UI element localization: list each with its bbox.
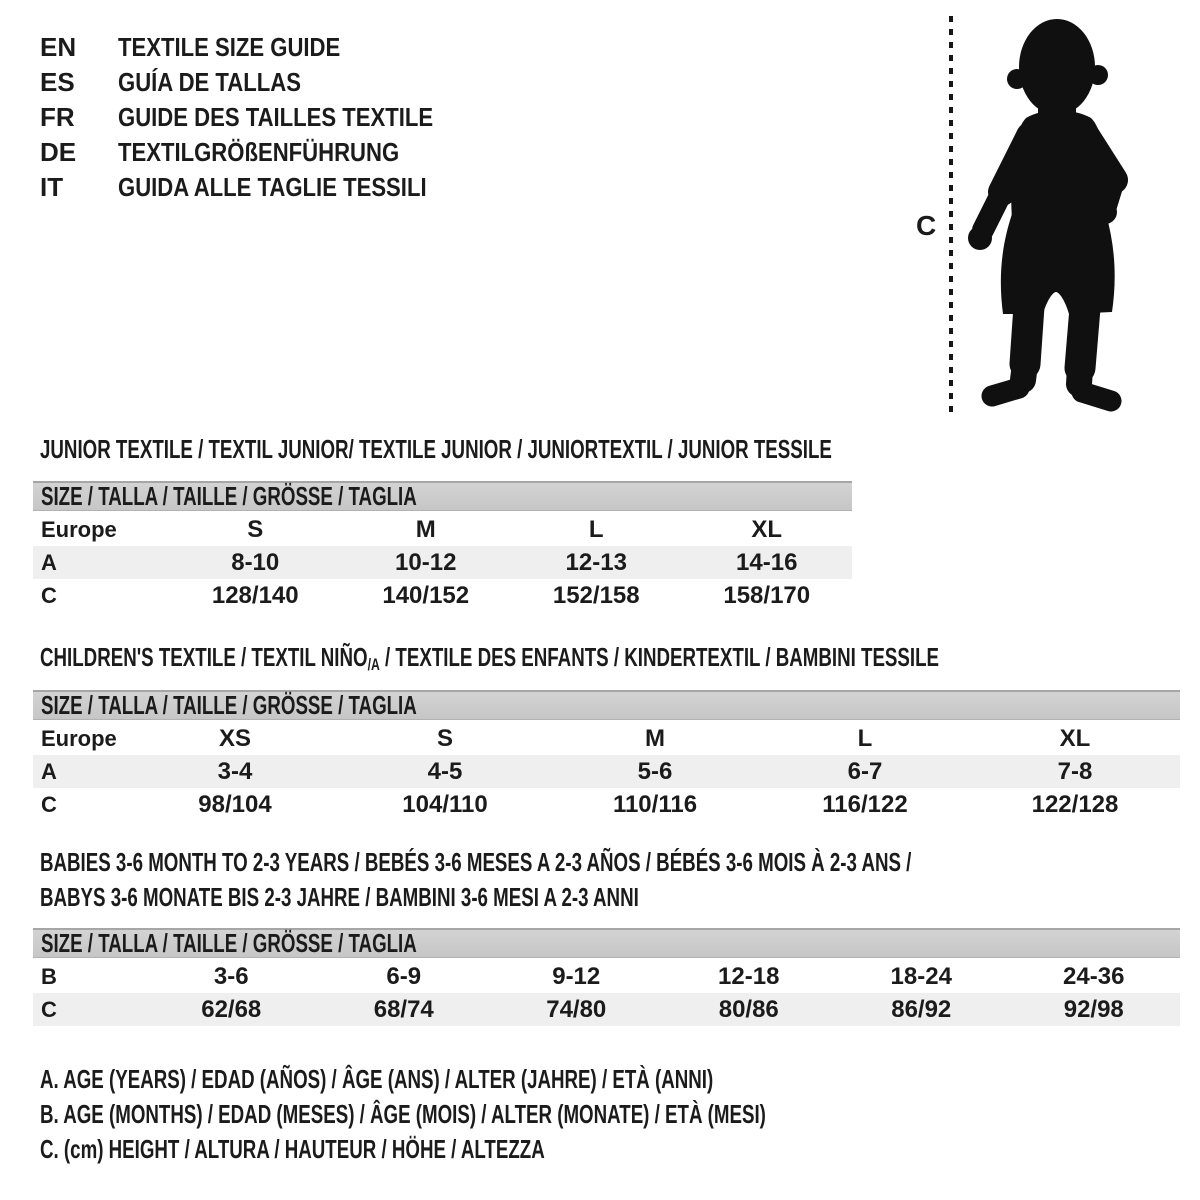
children-size-table — [33, 690, 1180, 821]
guide-title-it: GUIDA ALLE TAGLIE TESSILI — [118, 172, 427, 202]
table-cell: 24-36 — [1063, 962, 1125, 990]
table-cell: 68/74 — [373, 995, 434, 1023]
table-row — [33, 755, 1180, 788]
language-code-en: EN — [40, 32, 77, 62]
table-cell: L — [857, 724, 873, 752]
table-cell: 140/152 — [382, 581, 470, 609]
table-cell: L — [588, 515, 604, 543]
table-cell: XS — [218, 724, 251, 752]
table-cell: 110/116 — [612, 790, 698, 818]
table-cell: 122/128 — [1031, 790, 1119, 818]
language-title-list — [40, 30, 489, 205]
table-row — [33, 722, 1180, 755]
language-code-it: IT — [40, 172, 64, 202]
table-cell: 7-8 — [1057, 757, 1093, 785]
table-cell: 80/86 — [718, 995, 779, 1023]
table-cell: XL — [1059, 724, 1091, 752]
language-code-es: ES — [40, 67, 75, 97]
language-code-de: DE — [40, 137, 77, 167]
measurement-legend — [40, 1062, 1048, 1167]
language-row-fr — [40, 100, 489, 135]
table-cell: 128/140 — [211, 581, 299, 609]
row-label: A — [41, 758, 57, 784]
junior-size-table — [33, 481, 852, 612]
guide-title-en: TEXTILE SIZE GUIDE — [118, 32, 341, 62]
row-label: B — [41, 963, 57, 989]
table-cell: S — [247, 515, 264, 543]
table-cell: 8-10 — [231, 548, 280, 576]
table-row — [33, 788, 1180, 821]
table-row — [33, 993, 1180, 1026]
table-cell: 92/98 — [1063, 995, 1124, 1023]
table-cell: 12-18 — [718, 962, 780, 990]
table-cell: 12-13 — [565, 548, 627, 576]
junior-section-title: JUNIOR TEXTILE / TEXTIL JUNIOR/ TEXTILE JUNIOR / JUNIORTEXTIL / JUNIOR TESSILE — [40, 434, 832, 464]
height-measure-label: C — [916, 210, 937, 241]
guide-title-es: GUÍA DE TALLAS — [118, 67, 301, 97]
table-cell: M — [415, 515, 436, 543]
size-header-bar: SIZE / TALLA / TAILLE / GRÖSSE / TAGLIA — [33, 481, 852, 511]
row-label: C — [41, 996, 57, 1022]
babies-section-title-line1: BABIES 3-6 MONTH TO 2-3 YEARS / BEBÉS 3-6 MESES A 2-3 AÑOS / BÉBÉS 3-6 MOIS À 2-3 ANS / — [40, 847, 912, 877]
language-row-it — [40, 170, 489, 205]
guide-title-de: TEXTILGRÖßENFÜHRUNG — [118, 137, 400, 167]
table-cell: 74/80 — [546, 995, 607, 1023]
row-label: Europe — [41, 725, 117, 751]
table-cell: 116/122 — [822, 790, 908, 818]
baby-silhouette-icon — [966, 12, 1138, 418]
table-cell: XL — [751, 515, 783, 543]
table-cell: 10-12 — [395, 548, 457, 576]
row-label: Europe — [41, 516, 117, 542]
title-subscript: /A — [367, 655, 380, 674]
legend-line-b: B. AGE (MONTHS) / EDAD (MESES) / ÂGE (MOIS) / ALTER (MONATE) / ETÀ (MESI) — [40, 1099, 766, 1129]
table-cell: 98/104 — [198, 790, 272, 818]
table-cell: 9-12 — [552, 962, 601, 990]
language-row-de — [40, 135, 489, 170]
language-row-en — [40, 30, 489, 65]
table-cell: 5-6 — [637, 757, 673, 785]
table-row — [33, 546, 852, 579]
table-row — [33, 513, 852, 546]
table-cell: 4-5 — [427, 757, 463, 785]
babies-section-title-line2: BABYS 3-6 MONATE BIS 2-3 JAHRE / BAMBINI 3-6 MESI A 2-3 ANNI — [40, 882, 639, 912]
legend-line-a: A. AGE (YEARS) / EDAD (AÑOS) / ÂGE (ANS) / ALTER (JAHRE) / ETÀ (ANNI) — [40, 1064, 714, 1094]
row-label: A — [41, 549, 57, 575]
table-cell: 62/68 — [201, 995, 262, 1023]
table-cell: 152/158 — [552, 581, 640, 609]
table-cell: 104/110 — [402, 790, 488, 818]
table-cell: 3-6 — [213, 962, 249, 990]
legend-line-c: C. (cm) HEIGHT / ALTURA / HAUTEUR / HÖHE / ALTEZZA — [40, 1134, 545, 1164]
language-row-es — [40, 65, 489, 100]
row-label: C — [41, 582, 57, 608]
table-cell: 3-4 — [217, 757, 253, 785]
table-cell: 14-16 — [736, 548, 798, 576]
table-cell: 6-7 — [847, 757, 883, 785]
children-section-title: CHILDREN'S TEXTILE / TEXTIL NIÑO/A / TEXTILE DES ENFANTS / KINDERTEXTIL / BAMBINI TESSILE — [40, 642, 940, 674]
babies-size-table — [33, 928, 1180, 1026]
table-cell: M — [645, 724, 665, 752]
table-cell: 6-9 — [386, 962, 422, 990]
language-code-fr: FR — [40, 102, 75, 132]
row-label: C — [41, 791, 57, 817]
table-row — [33, 579, 852, 612]
height-measure-dashed-line — [949, 16, 953, 416]
table-cell: S — [436, 724, 453, 752]
table-row — [33, 960, 1180, 993]
size-header-bar: SIZE / TALLA / TAILLE / GRÖSSE / TAGLIA — [33, 928, 1180, 958]
table-cell: 158/170 — [723, 581, 811, 609]
size-header-bar: SIZE / TALLA / TAILLE / GRÖSSE / TAGLIA — [33, 690, 1180, 720]
table-cell: 86/92 — [891, 995, 952, 1023]
guide-title-fr: GUIDE DES TAILLES TEXTILE — [118, 102, 434, 132]
table-cell: 18-24 — [890, 962, 952, 990]
